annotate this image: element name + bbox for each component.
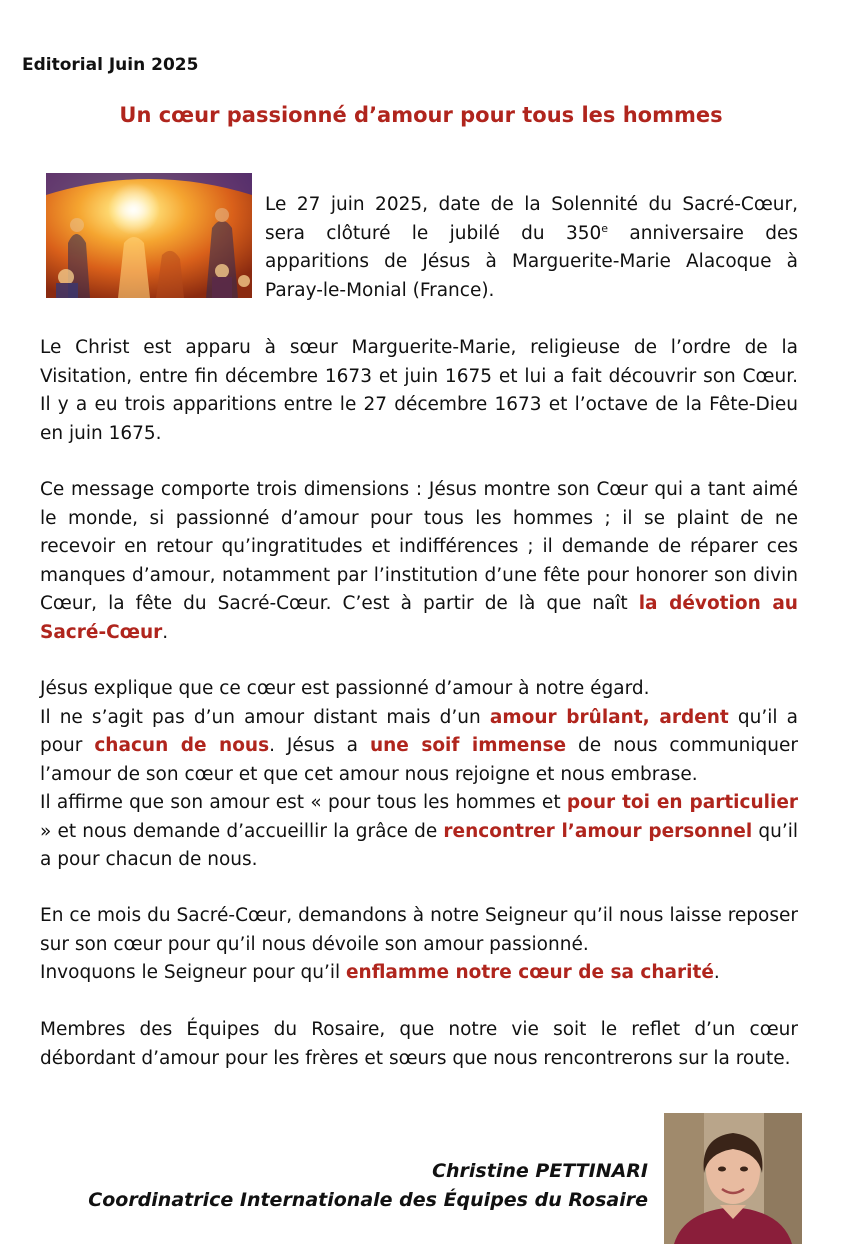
paragraph-love: Jésus explique que ce cœur est passionné d’amour à notre égard. Il ne s’agit pas d’un amour distant mais d’un amour brûlant, ardent qu’il a pour chacun de nous. Jésus a une soif immense de nous communiquer l’amour de son cœur et que cet amour nous rejoigne et nous embrase. Il affirme que son amour est « pour tous les hommes et pour toi en particulier » et nous demande d’accueillir la grâce de rencontrer l’amour personnel qu’il a pour chacun de nous. [40, 678, 798, 870]
author-photo [664, 1113, 802, 1244]
intro-paragraph: Le 27 juin 2025, date de la Solennité du Sacré-Cœur, sera clôturé le jubilé du 350e anniversaire des apparitions de Jésus à Marguerite-Marie Alacoque à Paray-le-Monial (France). [265, 194, 798, 301]
paragraph-month: En ce mois du Sacré-Cœur, demandons à notre Seigneur qu’il nous laisse reposer sur son cœur pour qu’il nous dévoile son amour passionné. Invoquons le Seigneur pour qu’il enflamme notre cœur de sa charité. [40, 905, 798, 983]
sacred-heart-painting [46, 173, 252, 298]
paragraph-message: Ce message comporte trois dimensions : Jésus montre son Cœur qui a tant aimé le monde, si passionné d’amour pour tous les hommes ; il se plaint de ne recevoir en retour qu’ingratitudes et indifférences ; il demande de réparer ces manques d’amour, notamment par l’institution d’une fête pour honorer son divin Cœur, la fête du Sacré-Cœur. C’est à partir de là que naît la dévotion au Sacré-Cœur. [40, 479, 798, 643]
signature-role: Coordinatrice Internationale des Équipes du Rosaire [88, 1189, 648, 1211]
paragraph-members: Membres des Équipes du Rosaire, que notre vie soit le reflet d’un cœur débordant d’amour pour les frères et sœurs que nous rencontrerons sur la route. [40, 1019, 798, 1069]
signature-name: Christine PETTINARI [432, 1160, 648, 1182]
signature [88, 1157, 648, 1215]
editorial-date: Editorial Juin 2025 [22, 55, 199, 75]
paragraph-apparitions: Le Christ est apparu à sœur Marguerite-Marie, religieuse de l’ordre de la Visitation, entre fin décembre 1673 et juin 1675 et lui a fait découvrir son Cœur. Il y a eu trois apparitions entre le 27 décembre 1673 et l’octave de la Fête-Dieu en juin 1675. [40, 337, 798, 444]
page-title: Un cœur passionné d’amour pour tous les hommes [119, 103, 723, 127]
